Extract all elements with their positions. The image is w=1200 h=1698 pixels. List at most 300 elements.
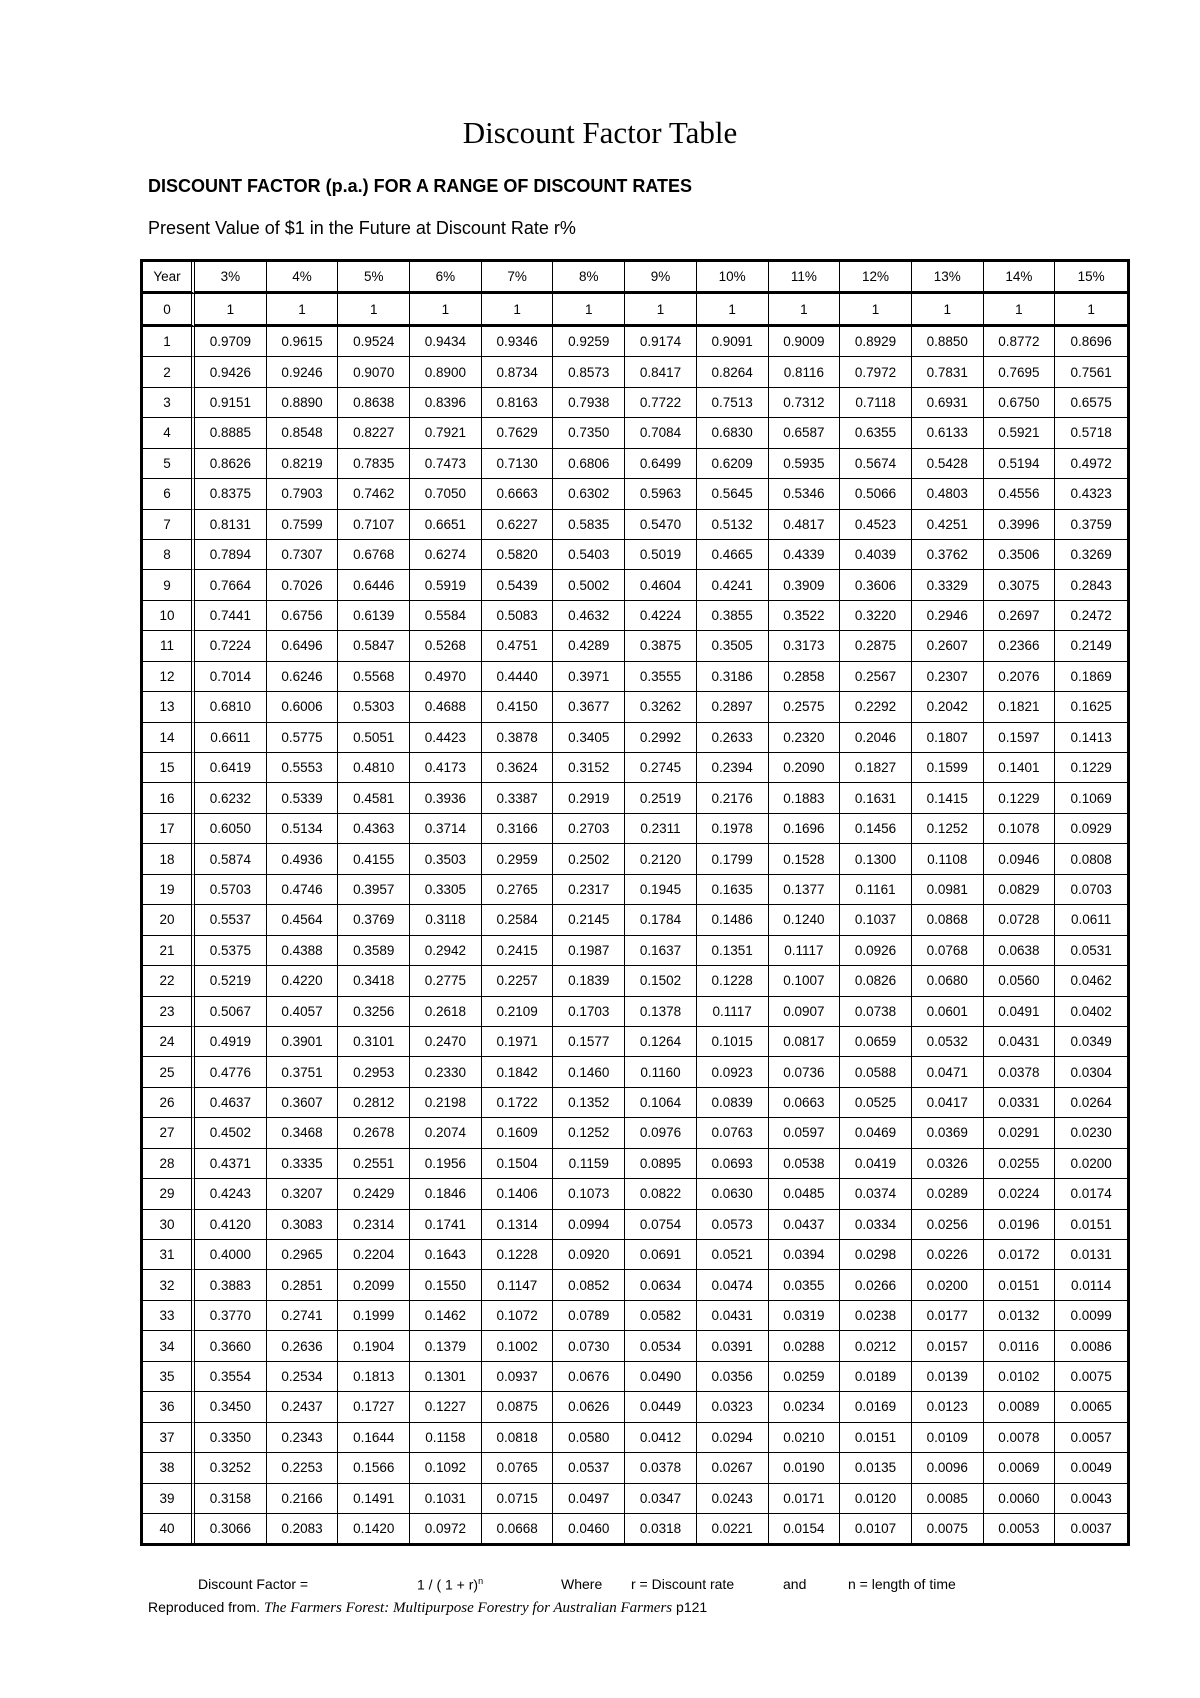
factor-cell: 0.0630 [697,1179,769,1209]
factor-cell: 0.0120 [840,1484,912,1514]
factor-cell: 0.2897 [697,692,769,722]
factor-cell: 0.0994 [553,1210,625,1240]
factor-cell: 0.1377 [769,875,841,905]
factor-cell: 0.0196 [984,1210,1056,1240]
table-heading: DISCOUNT FACTOR (p.a.) FOR A RANGE OF DISCOUNT RATES [148,176,692,196]
year-cell: 18 [143,844,195,874]
factor-cell: 0.3269 [1055,540,1127,570]
factor-cell: 0.5083 [482,601,554,631]
page-title: Discount Factor Table [462,115,738,150]
year-cell: 8 [143,540,195,570]
factor-cell: 0.4220 [267,966,339,996]
factor-cell: 0.2099 [338,1270,410,1300]
credit-prefix: Reproduced from. [148,1599,261,1615]
factor-cell: 0.2534 [267,1362,339,1392]
factor-cell: 0.6419 [195,753,267,783]
factor-cell: 0.8548 [267,418,339,448]
formula-expression [417,1576,483,1593]
year-cell: 22 [143,966,195,996]
factor-cell: 0.4817 [769,510,841,540]
factor-cell: 0.1092 [410,1453,482,1483]
factor-cell: 0.3066 [195,1514,267,1543]
factor-cell: 0.0099 [1055,1301,1127,1331]
credit-source: The Farmers Forest: Multipurpose Forestry for Australian Farmers [263,1600,673,1616]
factor-cell: 0.3505 [697,631,769,661]
factor-cell: 0.6209 [697,449,769,479]
factor-cell: 0.1722 [482,1088,554,1118]
factor-cell: 0.7903 [267,479,339,509]
factor-cell: 1 [769,294,841,326]
factor-cell: 1 [625,294,697,326]
factor-cell: 1 [840,294,912,326]
factor-cell: 0.2149 [1055,631,1127,661]
factor-cell: 0.5874 [195,844,267,874]
factor-cell: 0.9070 [338,357,410,387]
factor-cell: 0.0763 [697,1118,769,1148]
factor-cell: 0.2636 [267,1331,339,1361]
factor-cell: 0.0174 [1055,1179,1127,1209]
factor-cell: 0.1486 [697,905,769,935]
factor-cell: 0.0638 [984,936,1056,966]
factor-cell: 0.9246 [267,357,339,387]
factor-cell: 0.2678 [338,1118,410,1148]
factor-cell: 0.1401 [984,753,1056,783]
factor-cell: 0.1528 [769,844,841,874]
factor-cell: 0.2317 [553,875,625,905]
factor-cell: 0.7473 [410,449,482,479]
factor-cell: 0.1351 [697,936,769,966]
factor-cell: 0.9091 [697,327,769,357]
factor-cell: 1 [984,294,1056,326]
factor-cell: 0.0114 [1055,1270,1127,1300]
year-cell: 0 [143,294,195,326]
factor-cell: 0.7599 [267,510,339,540]
factor-cell: 0.2257 [482,966,554,996]
header-rate: 8% [553,262,625,294]
factor-cell: 0.0190 [769,1453,841,1483]
factor-cell: 0.0703 [1055,875,1127,905]
factor-cell: 0.7312 [769,388,841,418]
table-row [143,997,1127,1027]
factor-cell: 0.0626 [553,1392,625,1422]
factor-cell: 0.6133 [912,418,984,448]
factor-cell: 0.4120 [195,1210,267,1240]
factor-cell: 0.9426 [195,357,267,387]
factor-cell: 0.3660 [195,1331,267,1361]
factor-cell: 0.6611 [195,723,267,753]
factor-cell: 0.0521 [697,1240,769,1270]
factor-cell: 0.4970 [410,662,482,692]
header-rate: 5% [338,262,410,294]
year-cell: 21 [143,936,195,966]
factor-cell: 0.0462 [1055,966,1127,996]
year-cell: 35 [143,1362,195,1392]
factor-cell: 0.0469 [840,1118,912,1148]
factor-cell: 0.4919 [195,1027,267,1057]
factor-cell: 0.6050 [195,814,267,844]
factor-cell: 0.4224 [625,601,697,631]
factor-cell: 0.0378 [984,1057,1056,1087]
table-row [143,1240,1127,1270]
factor-cell: 0.1252 [553,1118,625,1148]
factor-cell: 0.0449 [625,1392,697,1422]
factor-cell: 0.0318 [625,1514,697,1543]
factor-cell: 0.5718 [1055,418,1127,448]
factor-cell: 0.4323 [1055,479,1127,509]
formula-n-definition: n = length of time [848,1576,956,1592]
factor-cell: 0.1971 [482,1027,554,1057]
factor-cell: 0.4665 [697,540,769,570]
factor-cell: 0.7831 [912,357,984,387]
year-cell: 13 [143,692,195,722]
factor-cell: 0.4502 [195,1118,267,1148]
factor-cell: 0.2575 [769,692,841,722]
factor-cell: 0.5470 [625,510,697,540]
factor-cell: 0.1609 [482,1118,554,1148]
factor-cell: 0.1741 [410,1210,482,1240]
factor-cell: 0.3405 [553,723,625,753]
year-cell: 12 [143,662,195,692]
table-row [143,1484,1127,1514]
factor-cell: 0.3555 [625,662,697,692]
factor-cell: 0.2942 [410,936,482,966]
factor-cell: 0.1460 [553,1057,625,1087]
factor-cell: 0.6651 [410,510,482,540]
factor-cell: 0.1945 [625,875,697,905]
factor-cell: 0.1846 [410,1179,482,1209]
factor-cell: 0.2584 [482,905,554,935]
factor-cell: 0.3971 [553,662,625,692]
header-rate: 13% [912,262,984,294]
factor-cell: 0.0151 [1055,1210,1127,1240]
factor-cell: 0.1117 [697,997,769,1027]
table-row [143,601,1127,631]
year-cell: 2 [143,357,195,387]
factor-cell: 0.7014 [195,662,267,692]
factor-cell: 0.0532 [912,1027,984,1057]
factor-cell: 0.0102 [984,1362,1056,1392]
factor-cell: 0.1073 [553,1179,625,1209]
factor-cell: 0.0417 [912,1088,984,1118]
factor-cell: 0.0573 [697,1210,769,1240]
factor-cell: 0.0256 [912,1210,984,1240]
factor-cell: 0.0560 [984,966,1056,996]
factor-cell: 0.8900 [410,357,482,387]
factor-cell: 0.3118 [410,905,482,935]
factor-cell: 0.3166 [482,814,554,844]
factor-cell: 0.1406 [482,1179,554,1209]
table-row [143,936,1127,966]
table-row [143,570,1127,600]
factor-cell: 0.2090 [769,753,841,783]
header-rate: 6% [410,262,482,294]
factor-cell: 0.1987 [553,936,625,966]
factor-cell: 0.8638 [338,388,410,418]
factor-cell: 0.7118 [840,388,912,418]
factor-cell: 0.1161 [840,875,912,905]
header-rate: 15% [1055,262,1127,294]
factor-cell: 0.0291 [984,1118,1056,1148]
factor-cell: 0.9524 [338,327,410,357]
factor-cell: 0.8131 [195,510,267,540]
factor-cell: 0.0460 [553,1514,625,1543]
factor-cell: 0.6806 [553,449,625,479]
factor-cell: 0.1229 [984,783,1056,813]
factor-cell: 0.4776 [195,1057,267,1087]
factor-cell: 0.0089 [984,1392,1056,1422]
table-row [143,357,1127,387]
factor-cell: 0.5134 [267,814,339,844]
factor-cell: 0.0171 [769,1484,841,1514]
factor-cell: 0.1227 [410,1392,482,1422]
factor-cell: 0.7835 [338,449,410,479]
year-cell: 39 [143,1484,195,1514]
factor-cell: 0.0728 [984,905,1056,935]
table-row [143,1088,1127,1118]
factor-cell: 0.1160 [625,1057,697,1087]
factor-cell: 0.3759 [1055,510,1127,540]
factor-cell: 0.1597 [984,723,1056,753]
factor-cell: 0.3075 [984,570,1056,600]
factor-cell: 0.0049 [1055,1453,1127,1483]
factor-cell: 0.1072 [482,1301,554,1331]
factor-cell: 0.0923 [697,1057,769,1087]
factor-cell: 0.0331 [984,1088,1056,1118]
factor-cell: 0.3589 [338,936,410,966]
factor-cell: 0.7130 [482,449,554,479]
table-row [143,1149,1127,1179]
year-cell: 24 [143,1027,195,1057]
factor-cell: 0.2311 [625,814,697,844]
factor-cell: 0.4637 [195,1088,267,1118]
factor-cell: 0.2176 [697,783,769,813]
table-row [143,692,1127,722]
factor-cell: 0.7513 [697,388,769,418]
factor-cell: 0.4339 [769,540,841,570]
factor-cell: 0.0471 [912,1057,984,1087]
factor-cell: 0.0060 [984,1484,1056,1514]
factor-cell: 0.9709 [195,327,267,357]
factor-cell: 0.0839 [697,1088,769,1118]
year-cell: 27 [143,1118,195,1148]
factor-cell: 0.4688 [410,692,482,722]
factor-cell: 0.2253 [267,1453,339,1483]
factor-cell: 0.6587 [769,418,841,448]
factor-cell: 0.7664 [195,570,267,600]
factor-cell: 0.3506 [984,540,1056,570]
factor-cell: 0.0131 [1055,1240,1127,1270]
factor-cell: 0.0298 [840,1240,912,1270]
factor-cell: 0.0391 [697,1331,769,1361]
factor-cell: 0.3256 [338,997,410,1027]
factor-cell: 0.2959 [482,844,554,874]
factor-cell: 0.7107 [338,510,410,540]
factor-cell: 0.0491 [984,997,1056,1027]
factor-cell: 0.8396 [410,388,482,418]
factor-cell: 0.3957 [338,875,410,905]
header-rate: 12% [840,262,912,294]
table-row [143,966,1127,996]
factor-cell: 0.0289 [912,1179,984,1209]
factor-cell: 0.0715 [482,1484,554,1514]
factor-cell: 0.6139 [338,601,410,631]
factor-cell: 0.0926 [840,936,912,966]
factor-cell: 0.8696 [1055,327,1127,357]
source-credit [148,1599,707,1617]
factor-cell: 0.6931 [912,388,984,418]
year-cell: 20 [143,905,195,935]
factor-cell: 0.2394 [697,753,769,783]
factor-cell: 0.6006 [267,692,339,722]
factor-cell: 0.1999 [338,1301,410,1331]
factor-cell: 0.3158 [195,1484,267,1514]
factor-cell: 0.2919 [553,783,625,813]
factor-cell: 0.9346 [482,327,554,357]
factor-cell: 0.3450 [195,1392,267,1422]
factor-cell: 0.4155 [338,844,410,874]
factor-cell: 0.3468 [267,1118,339,1148]
factor-cell: 0.6496 [267,631,339,661]
factor-cell: 0.3554 [195,1362,267,1392]
year-cell: 34 [143,1331,195,1361]
factor-cell: 0.7722 [625,388,697,418]
year-cell: 28 [143,1149,195,1179]
factor-cell: 0.2519 [625,783,697,813]
factor-cell: 0.5303 [338,692,410,722]
factor-cell: 0.4556 [984,479,1056,509]
table-row [143,449,1127,479]
factor-cell: 0.3101 [338,1027,410,1057]
factor-cell: 0.0078 [984,1423,1056,1453]
factor-cell: 0.1264 [625,1027,697,1057]
factor-cell: 0.9434 [410,327,482,357]
factor-cell: 0.2330 [410,1057,482,1087]
year-cell: 4 [143,418,195,448]
factor-cell: 0.7050 [410,479,482,509]
factor-cell: 0.3606 [840,570,912,600]
factor-cell: 0.9009 [769,327,841,357]
factor-cell: 0.5537 [195,905,267,935]
factor-cell: 0.0116 [984,1331,1056,1361]
factor-cell: 0.0736 [769,1057,841,1087]
factor-cell: 0.4000 [195,1240,267,1270]
factor-cell: 0.0765 [482,1453,554,1483]
factor-cell: 0.1229 [1055,753,1127,783]
factor-cell: 0.0676 [553,1362,625,1392]
factor-cell: 0.2109 [482,997,554,1027]
factor-cell: 0.2633 [697,723,769,753]
factor-cell: 0.0212 [840,1331,912,1361]
factor-cell: 0.0852 [553,1270,625,1300]
factor-cell: 0.2204 [338,1240,410,1270]
factor-cell: 0.0691 [625,1240,697,1270]
factor-cell: 0.2946 [912,601,984,631]
factor-cell: 0.8929 [840,327,912,357]
factor-cell: 0.0490 [625,1362,697,1392]
factor-cell: 0.0818 [482,1423,554,1453]
formula-line [0,1576,1200,1596]
factor-cell: 0.3770 [195,1301,267,1331]
factor-cell: 0.1301 [410,1362,482,1392]
factor-cell: 0.5132 [697,510,769,540]
factor-cell: 0.6750 [984,388,1056,418]
factor-cell: 0.5820 [482,540,554,570]
table-row [143,1423,1127,1453]
factor-cell: 0.4632 [553,601,625,631]
table-row [143,418,1127,448]
table-row [143,1057,1127,1087]
factor-cell: 0.7894 [195,540,267,570]
factor-cell: 0.1228 [697,966,769,996]
factor-cell: 0.0264 [1055,1088,1127,1118]
factor-cell: 0.0189 [840,1362,912,1392]
table-subheading: Present Value of $1 in the Future at Discount Rate r% [148,218,576,238]
factor-cell: 0.3883 [195,1270,267,1300]
factor-cell: 0.2697 [984,601,1056,631]
factor-cell: 0.1727 [338,1392,410,1422]
year-cell: 26 [143,1088,195,1118]
factor-cell: 0.5584 [410,601,482,631]
factor-cell: 0.3624 [482,753,554,783]
factor-cell: 0.0107 [840,1514,912,1543]
factor-cell: 0.6499 [625,449,697,479]
factor-cell: 0.0304 [1055,1057,1127,1087]
factor-cell: 0.0230 [1055,1118,1127,1148]
factor-cell: 0.5002 [553,570,625,600]
table-row [143,1331,1127,1361]
factor-cell: 0.2046 [840,723,912,753]
factor-cell: 0.1635 [697,875,769,905]
factor-cell: 0.0200 [1055,1149,1127,1179]
factor-cell: 0.0402 [1055,997,1127,1027]
factor-cell: 0.0497 [553,1484,625,1514]
factor-cell: 0.2992 [625,723,697,753]
factor-cell: 0.2076 [984,662,1056,692]
factor-cell: 0.5067 [195,997,267,1027]
factor-cell: 0.0224 [984,1179,1056,1209]
factor-cell: 0.3762 [912,540,984,570]
year-cell: 40 [143,1514,195,1543]
factor-cell: 0.1869 [1055,662,1127,692]
factor-cell: 0.0976 [625,1118,697,1148]
factor-cell: 0.0266 [840,1270,912,1300]
factor-cell: 0.8772 [984,327,1056,357]
factor-cell: 0.1462 [410,1301,482,1331]
factor-cell: 0.0693 [697,1149,769,1179]
factor-cell: 0.0334 [840,1210,912,1240]
factor-cell: 0.4173 [410,753,482,783]
header-rate: 7% [482,262,554,294]
factor-cell: 0.0437 [769,1210,841,1240]
factor-cell: 0.4251 [912,510,984,540]
year-cell: 11 [143,631,195,661]
factor-cell: 0.0754 [625,1210,697,1240]
factor-cell: 0.2858 [769,662,841,692]
factor-cell: 0.4243 [195,1179,267,1209]
factor-cell: 1 [553,294,625,326]
factor-cell: 0.7084 [625,418,697,448]
year-cell: 23 [143,997,195,1027]
factor-cell: 0.2166 [267,1484,339,1514]
factor-cell: 0.8734 [482,357,554,387]
factor-cell: 0.1625 [1055,692,1127,722]
factor-cell: 0.4746 [267,875,339,905]
discount-factor-table [140,259,1130,1546]
factor-cell: 0.1420 [338,1514,410,1543]
factor-cell: 0.5051 [338,723,410,753]
factor-cell: 0.4803 [912,479,984,509]
year-cell: 14 [143,723,195,753]
